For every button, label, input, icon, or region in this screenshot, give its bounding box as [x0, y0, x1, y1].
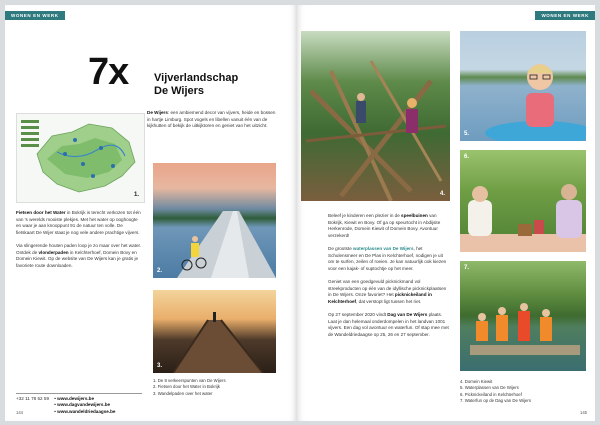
section-tab-right: WONEN EN WERK	[535, 11, 595, 20]
photo-number: 7.	[464, 265, 470, 271]
cycling-text: in Bokrijk is terecht verkozen tot één van 's werelds mooiste plekjes. Met het water op ooghoogte en waar je aan knooppunt 91 de natuur ten volle. De fietskaart De Wijer staat je nog vele andere prachtige vijvers.	[16, 210, 141, 235]
picnic-text-b: , dat verstopt ligt tussen het riet.	[356, 298, 422, 304]
cycling-heading: Fietsen door het Water	[16, 210, 66, 215]
website-link[interactable]: www.dewijers.be	[57, 396, 95, 401]
boardwalk-photo	[153, 290, 276, 373]
left-page	[5, 5, 297, 421]
raft-graphic	[460, 261, 586, 371]
intro-text: : een ambiemend decor van vijvers, heide en bossen in hartje Limburg. Spot vogels en libellen vanuit één van de kijkhutten of bekijk de uitkijktoren en geniet van het uitzicht.	[147, 110, 276, 129]
event-text-b: plaats. Laat je dan helemaal onderdompelen in het landvan 1001 vijvers. Een dag vol avontuur en waterfun. Of stap mee met de Wandeldriedaagse op 25, 26 en 27 september.	[328, 311, 449, 337]
boardwalk-text-b: in Kelchterhoef, Domein Bovy en Domein Kiewit. Op de website van De Wijers kan je gratis je favoriete route downloaden.	[16, 249, 139, 268]
map-graphic	[17, 114, 144, 202]
playground-graphic	[301, 31, 450, 201]
contact-block	[16, 396, 115, 415]
water-bold: waterplassen van De Wijers	[353, 245, 414, 251]
section-tab-left: WONEN EN WERK	[5, 11, 65, 20]
website-list: • www.dewijers.be • www.dagvandewijers.be • www.wandeldriedaagse.be	[54, 396, 116, 414]
photo-number: 5.	[464, 131, 470, 137]
boardwalk-bold: vlonderpaden	[38, 249, 69, 255]
map-image	[16, 113, 145, 203]
intro-bold: De Wijers	[147, 110, 168, 115]
captions-right	[460, 379, 590, 405]
playground-text-b: van Bokrijk, Kiewit en Bovy. Of ga op speurtocht in Abdijsite Herkenrode, Domein Kiewit of Domein Bovy. Avontuur verzekerd!	[328, 213, 441, 238]
photo-number: 6.	[464, 154, 470, 160]
water-text-b: , het Schulensmeer en De Plas in Kelchterhoef, nodigen je uit om te surfen, zeilen of roeien. Je kan natuurlijk ook kiezen voor een kajak- of suptochtje op het meer.	[328, 245, 447, 271]
caption-7: 7. Waterfun op de Dag van De Wijers	[460, 398, 532, 404]
picnic-bold: picknickeiland in Kelchterhoef	[328, 292, 432, 304]
kayak-graphic	[460, 31, 586, 141]
title-line2: De Wijers	[154, 85, 205, 97]
left-column-text	[16, 210, 142, 269]
caption-3: 3. Wandelpaden over het water	[153, 390, 213, 396]
caption-4: 4. Domein Kiewit	[460, 379, 493, 384]
caption-1: 1. De 8 verkeerspunten van De Wijers	[153, 378, 226, 383]
caption-6: 6. Picknickeiland in Kelchterhoef	[460, 391, 522, 397]
event-bold: Dag van De Wijers	[387, 311, 428, 317]
boardwalk-graphic	[153, 290, 276, 373]
picnic-photo	[460, 150, 586, 252]
picnic-graphic	[460, 150, 586, 252]
phone-number: +32 11 78 52 59	[16, 396, 49, 401]
picnic-text-a: Geniet van een goedgevuld picknickmand vol streekproducten op één van de idyllische picknickplaatsen in De Wijers. Onze favoriet? Het	[328, 278, 447, 298]
intro-paragraph	[147, 110, 277, 130]
raft-photo	[460, 261, 586, 371]
water-text-a: De grootste	[328, 245, 354, 251]
page-number-right: 145	[580, 410, 587, 415]
photo-number: 1.	[133, 192, 139, 198]
page-number-left: 144	[16, 410, 23, 415]
right-page	[297, 5, 595, 421]
website-link[interactable]: www.dagvandewijers.be	[57, 402, 111, 408]
title-number: 7x	[88, 51, 129, 93]
photo-number: 3.	[157, 363, 163, 369]
title-line1: Vijverlandschap	[154, 72, 239, 84]
photo-number: 4.	[439, 191, 445, 197]
caption-5: 5. Waterplassen van De Wijers	[460, 385, 519, 391]
cycling-graphic	[153, 163, 276, 278]
boardwalk-text-a: Via slingerende houten paden loop je zo maar over het water. Ontdek de	[16, 242, 142, 255]
website-link[interactable]: www.wandeldriedaagse.be	[57, 408, 116, 414]
divider	[16, 393, 142, 394]
playground-photo	[301, 31, 450, 201]
title	[154, 72, 238, 98]
playground-text-a: Beleef je kinderen een plezier in de	[328, 213, 402, 218]
right-column-text	[328, 213, 450, 338]
photo-number: 2.	[157, 268, 163, 274]
caption-2: 2. Fietsen door het Water in Bokrijk	[153, 384, 220, 390]
kayak-photo	[460, 31, 586, 141]
event-text-a: Op 27 september 2020 vindt	[328, 311, 388, 317]
captions-left	[153, 378, 283, 397]
playground-bold: speelbuinen	[401, 213, 428, 218]
cycling-photo	[153, 163, 276, 278]
